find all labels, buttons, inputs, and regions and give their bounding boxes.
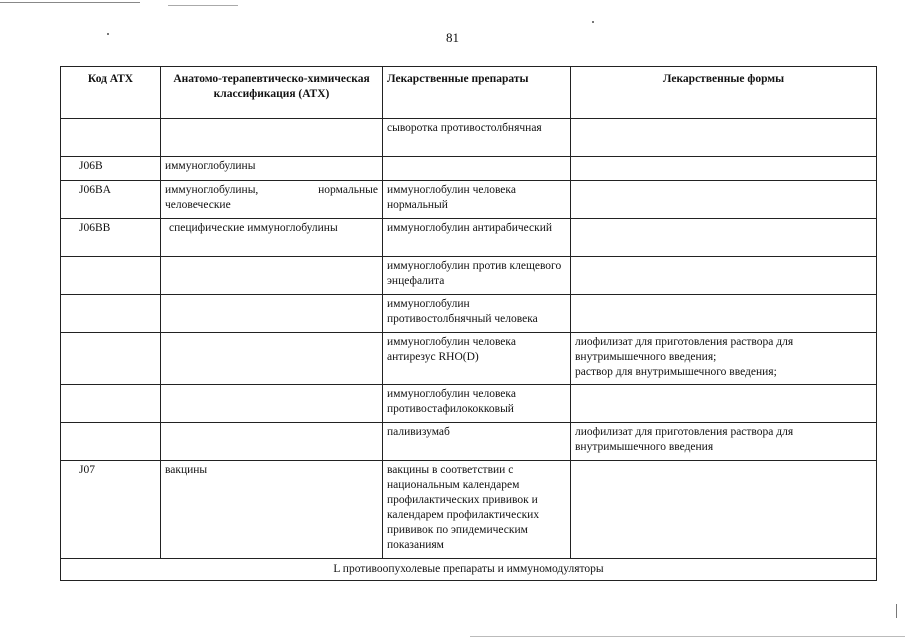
cell-atc: [161, 181, 383, 219]
cell-code: J06B: [61, 157, 161, 181]
cell-form: [571, 219, 877, 257]
cell-form: [571, 119, 877, 157]
cell-drug: [383, 157, 571, 181]
scan-speck: [896, 604, 897, 618]
cell-code: [61, 295, 161, 333]
table-row: [61, 461, 877, 559]
cell-code: J07: [61, 461, 161, 559]
cell-code: [61, 423, 161, 461]
cell-atc: [161, 333, 383, 385]
scan-speck: [592, 21, 594, 23]
cell-form-line: раствор для внутримышечного введения;: [575, 366, 777, 378]
cell-atc: вакцины: [161, 461, 383, 559]
table-row: [61, 181, 877, 219]
cell-code: [61, 333, 161, 385]
cell-drug: паливизумаб: [383, 423, 571, 461]
table-row: [61, 219, 877, 257]
cell-atc-line: человеческие: [165, 199, 231, 211]
table-row: [61, 157, 877, 181]
scan-artifact-top-line: [0, 2, 140, 3]
cell-form-line: лиофилизат для приготовления раствора для внутримышечного введения;: [575, 336, 794, 363]
cell-form: [571, 257, 877, 295]
header-dosage-forms: Лекарственные формы: [571, 67, 877, 119]
table-row: [61, 119, 877, 157]
cell-drug: иммуноглобулин противостолбнячный человека: [383, 295, 571, 333]
cell-drug: иммуноглобулин человека антирезус RHO(D): [383, 333, 571, 385]
table-header-row: [61, 67, 877, 119]
cell-drug: сыворотка противостолбнячная: [383, 119, 571, 157]
cell-atc-line: иммуноглобулины, нормальные: [165, 184, 378, 196]
header-atc-code: Код АТХ: [61, 67, 161, 119]
scan-artifact-top-line-2: [168, 5, 238, 6]
cell-atc: [161, 119, 383, 157]
table-row: [61, 385, 877, 423]
cell-form: [571, 181, 877, 219]
cell-drug: иммуноглобулин человека противостафилококковый: [383, 385, 571, 423]
scan-artifact-bottom-line: [470, 636, 905, 637]
header-atc-classification: Анатомо-терапевтическо-химическая классификация (АТХ): [161, 67, 383, 119]
section-row: [61, 559, 877, 581]
cell-form: [571, 461, 877, 559]
table-row: [61, 423, 877, 461]
cell-code: [61, 257, 161, 295]
cell-code: J06BA: [61, 181, 161, 219]
cell-drug: вакцины в соответствии с национальным календарем профилактических прививок и календарем профилактических прививок по эпидемическим показаниям: [383, 461, 571, 559]
cell-code: [61, 119, 161, 157]
cell-form: [571, 333, 877, 385]
cell-atc: [161, 295, 383, 333]
section-heading: L противоопухолевые препараты и иммуномодуляторы: [61, 559, 877, 581]
cell-form: [571, 385, 877, 423]
table-row: [61, 295, 877, 333]
cell-drug: иммуноглобулин антирабический: [383, 219, 571, 257]
cell-drug: иммуноглобулин человека нормальный: [383, 181, 571, 219]
page-number: 81: [446, 30, 459, 45]
cell-atc: иммуноглобулины: [161, 157, 383, 181]
cell-atc: [161, 423, 383, 461]
atc-table-container: [60, 66, 877, 581]
cell-drug: иммуноглобулин против клещевого энцефалита: [383, 257, 571, 295]
cell-form: лиофилизат для приготовления раствора для внутримышечного введения: [571, 423, 877, 461]
atc-table: [60, 66, 877, 581]
table-row: [61, 257, 877, 295]
cell-form: [571, 157, 877, 181]
cell-atc: [161, 257, 383, 295]
header-drugs: Лекарственные препараты: [383, 67, 571, 119]
table-row: [61, 333, 877, 385]
cell-atc: [161, 385, 383, 423]
cell-code: J06BB: [61, 219, 161, 257]
cell-atc: специфические иммуноглобулины: [161, 219, 383, 257]
cell-form: [571, 295, 877, 333]
cell-code: [61, 385, 161, 423]
